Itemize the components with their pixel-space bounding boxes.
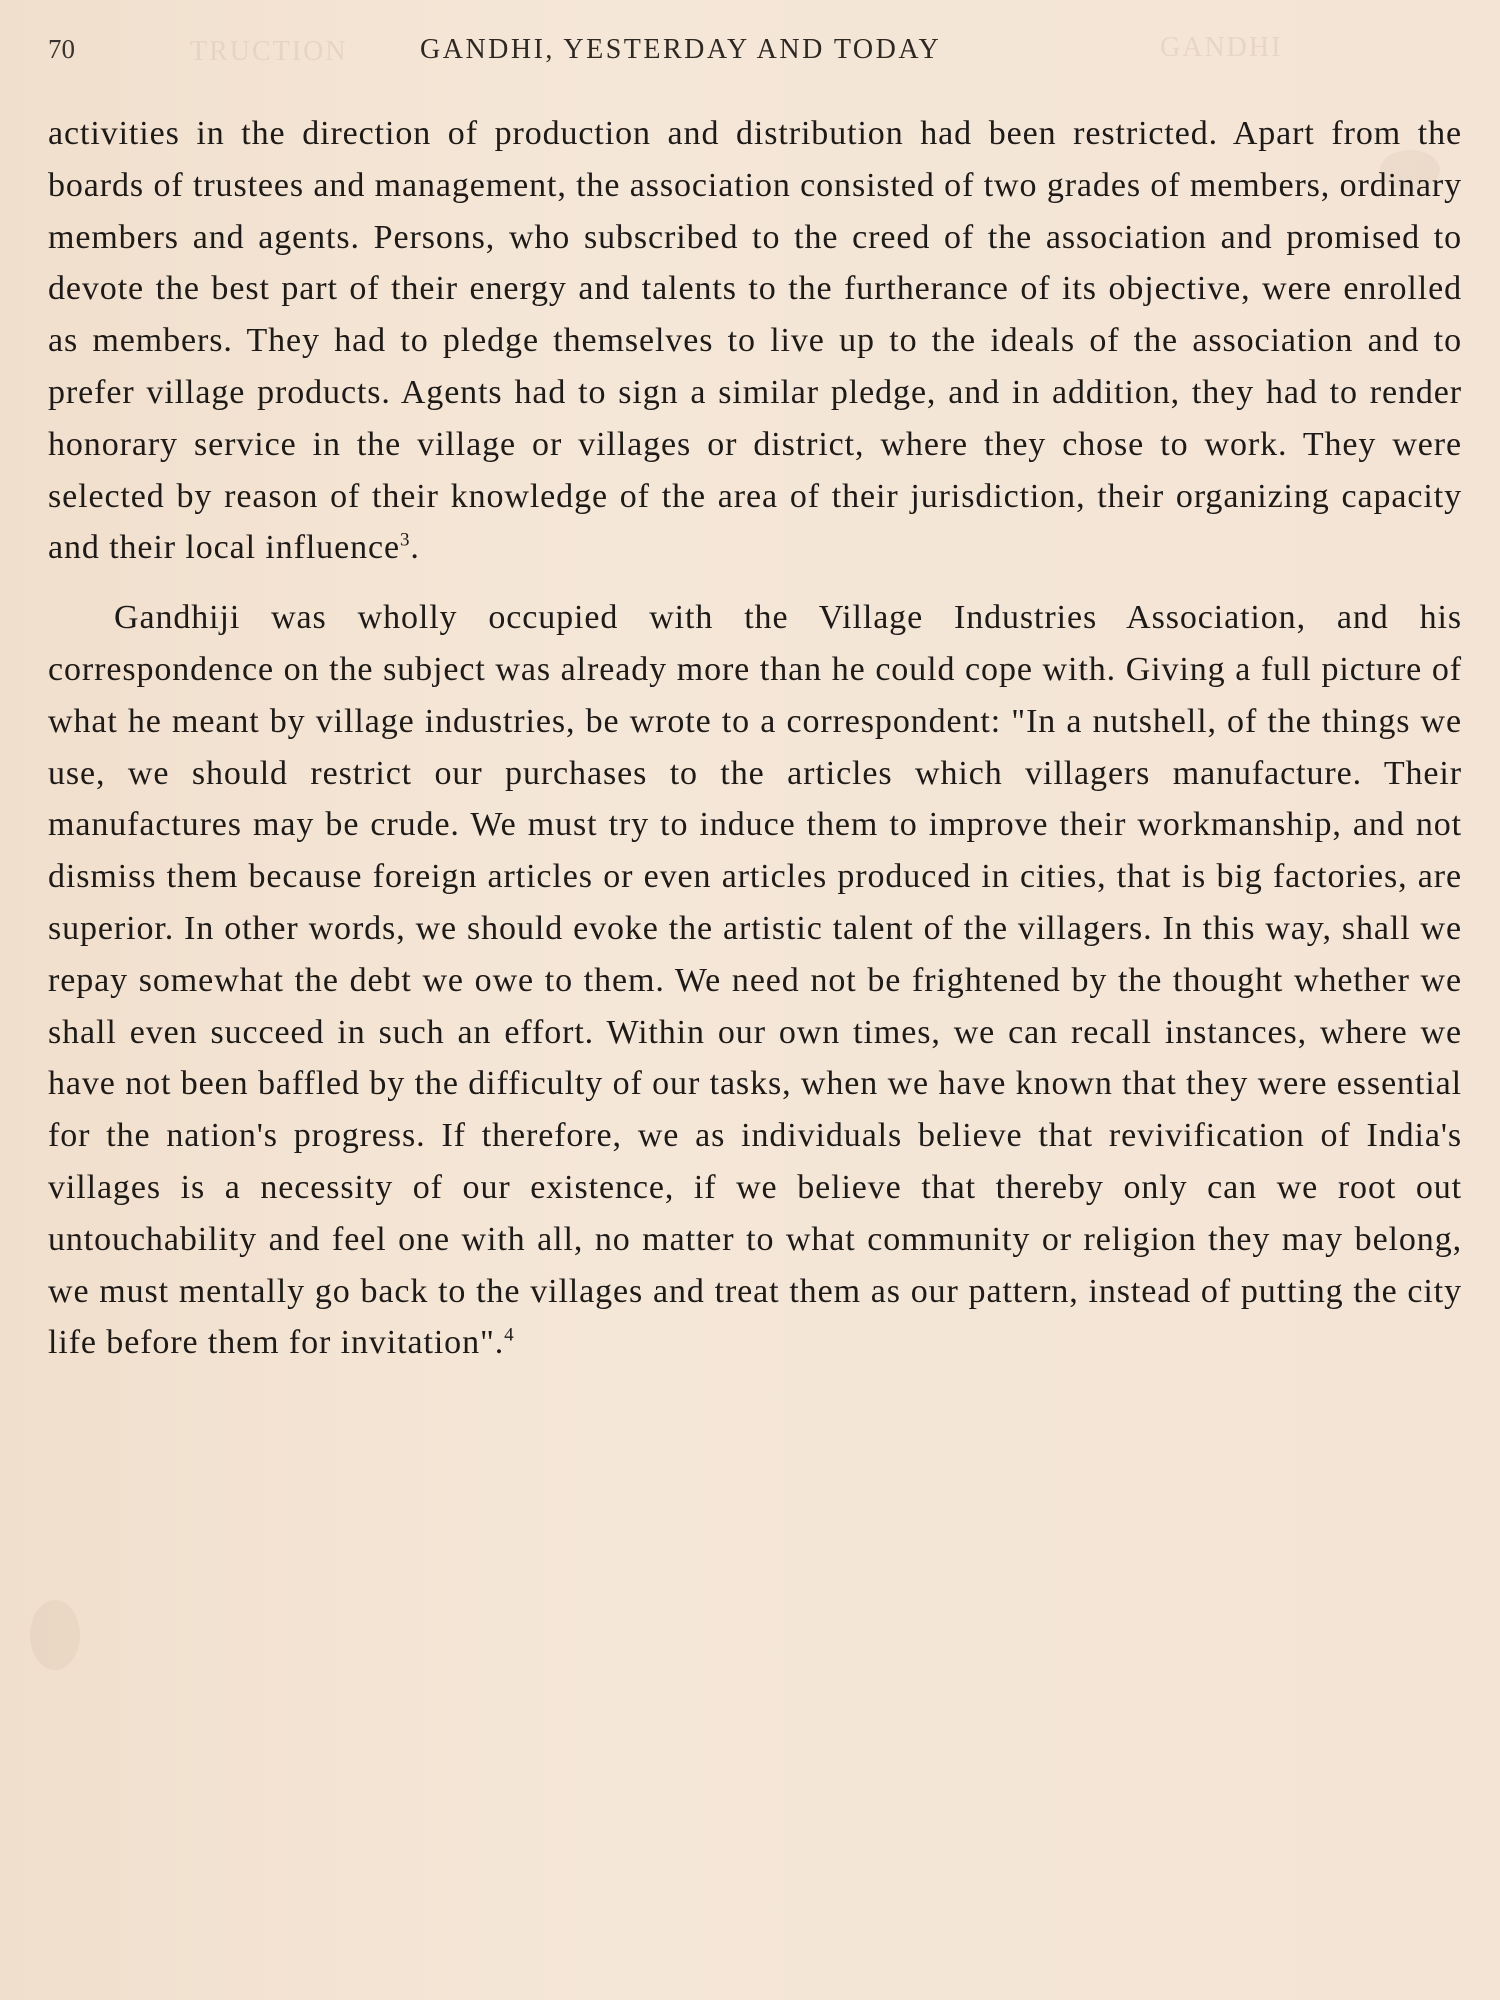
paper-stain [30, 1600, 80, 1670]
footnote-marker-4: 4 [504, 1325, 515, 1346]
paragraph-2-text: Gandhiji was wholly occupied with the Village Industries Association, and his correspondence on the subject was already more than he could cope with. Giving a full picture of what he meant by village industries, be wrote to a correspondent: "In a nutshell, of the things we use, we should restrict our purchases to the articles which villagers manufacture. Their manufactures may be crude. We must try to induce them to improve their workmanship, and not dismiss them because foreign articles or even articles produced in cities, that is big factories, are superior. In other words, we should evoke the artistic talent of the villagers. In this way, shall we repay somewhat the debt we owe to them. We need not be frightened by the thought whether we shall even succeed in such an effort. Within our own times, we can recall instances, where we have not been baffled by the difficulty of our tasks, when we have known that they were essential for the nation's progress. If therefore, we as individuals believe that revivification of India's villages is a necessity of our existence, if we believe that thereby only can we root out untouchability and feel one with all, no matter to what community or religion they may belong, we must mentally go back to the villages and treat them as our pattern, instead of putting the city life before them for invitation". [48, 599, 1462, 1362]
page-header [48, 34, 1458, 74]
paragraph-1 [48, 108, 1462, 574]
body-text [48, 108, 1462, 1369]
bleed-through-text-right: GANDHI [1160, 32, 1283, 63]
paragraph-1-text: activities in the direction of production and distribution had been restricted. Apart from the boards of trustees and management, the association consisted of two grades of members, ordinary members and agents. Persons, who subscribed to the creed of the association and promised to devote the best part of their energy and talents to the furtherance of its objective, were enrolled as members. They had to pledge themselves to live up to the ideals of the association and to prefer village products. Agents had to sign a similar pledge, and in addition, they had to render honorary service in the village or villages or district, where they chose to work. They were selected by reason of their knowledge of the area of their jurisdiction, their organizing capacity and their local influence [48, 115, 1462, 567]
page-number: 70 [48, 34, 75, 64]
running-title: GANDHI, YESTERDAY AND TODAY [420, 34, 942, 65]
paragraph-1-end: . [410, 529, 420, 567]
bleed-through-text: TRUCTION [190, 36, 348, 67]
paragraph-2 [48, 592, 1462, 1369]
footnote-marker-3: 3 [399, 530, 411, 552]
